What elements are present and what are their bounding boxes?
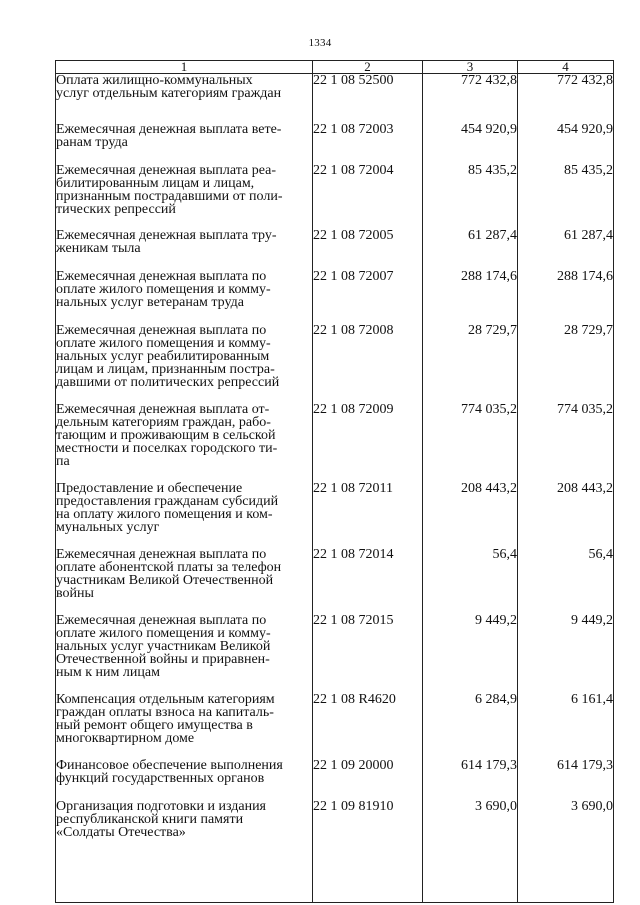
table-row — [56, 270, 614, 324]
row-name-cell — [56, 403, 313, 482]
row-name-line: нальных услуг участникам Великой — [56, 638, 271, 654]
table-row — [56, 548, 614, 614]
table-row — [56, 403, 614, 482]
row-name-line: дельным категориям граждан, рабо- — [56, 414, 271, 430]
row-name-cell — [56, 123, 313, 164]
row-col3-cell: 3 690,0 — [423, 800, 518, 903]
row-name-line: па — [56, 453, 70, 469]
row-col4-cell: 61 287,4 — [518, 229, 614, 270]
row-name-line: ранам труда — [56, 134, 128, 150]
row-name-line: Компенсация отдельным категориям — [56, 691, 275, 707]
row-name-line: Финансовое обеспечение выполнения — [56, 757, 283, 773]
row-name-cell — [56, 74, 313, 123]
row-col4-cell: 208 443,2 — [518, 482, 614, 548]
row-code-cell: 22 1 08 72005 — [313, 229, 423, 270]
row-name-line: оплате абонентской платы за телефон — [56, 559, 282, 575]
row-name-line: участникам Великой Отечественной — [56, 572, 274, 588]
row-name-line: Ежемесячная денежная выплата по — [56, 546, 267, 562]
row-name-line: Оплата жилищно-коммунальных — [56, 73, 253, 88]
row-col3-cell: 9 449,2 — [423, 614, 518, 693]
row-name-cell — [56, 759, 313, 800]
row-code-cell: 22 1 08 72008 — [313, 324, 423, 403]
row-col3-cell: 208 443,2 — [423, 482, 518, 548]
row-name-line: предоставления гражданам субсидий — [56, 493, 279, 509]
header-col-1: 1 — [56, 61, 313, 74]
row-name-line: Ежемесячная денежная выплата реа- — [56, 162, 276, 178]
row-name-cell — [56, 270, 313, 324]
row-name-line: республиканской книги памяти — [56, 811, 244, 827]
table-row — [56, 800, 614, 903]
row-col3-cell: 56,4 — [423, 548, 518, 614]
row-col4-cell: 85 435,2 — [518, 164, 614, 229]
row-name-line: Ежемесячная денежная выплата от- — [56, 401, 270, 417]
row-name-line: женикам тыла — [56, 240, 141, 256]
row-name-line: Ежемесячная денежная выплата по — [56, 612, 267, 628]
row-col4-cell: 28 729,7 — [518, 324, 614, 403]
table-row — [56, 482, 614, 548]
row-name-line: ным к ним лицам — [56, 664, 160, 680]
row-name-line: билитированным лицам и лицам, — [56, 175, 255, 191]
header-col-4: 4 — [518, 61, 614, 74]
row-name-line: граждан оплаты взноса на капиталь- — [56, 704, 274, 720]
row-col4-cell: 614 179,3 — [518, 759, 614, 800]
row-code-cell: 22 1 08 72004 — [313, 164, 423, 229]
row-code-cell: 22 1 08 72007 — [313, 270, 423, 324]
budget-table — [55, 60, 614, 903]
row-col4-cell: 9 449,2 — [518, 614, 614, 693]
row-code-cell: 22 1 08 72011 — [313, 482, 423, 548]
row-name-cell — [56, 693, 313, 759]
row-code-cell: 22 1 08 72003 — [313, 123, 423, 164]
header-col-3: 3 — [423, 61, 518, 74]
row-col3-cell: 85 435,2 — [423, 164, 518, 229]
row-code-cell: 22 1 09 20000 — [313, 759, 423, 800]
table-row — [56, 614, 614, 693]
row-name-line: войны — [56, 585, 94, 601]
row-name-line: мунальных услуг — [56, 519, 160, 535]
row-name-line: Ежемесячная денежная выплата тру- — [56, 227, 277, 243]
table-body — [56, 74, 614, 903]
row-col4-cell: 772 432,8 — [518, 74, 614, 123]
table-row — [56, 759, 614, 800]
row-name-line: оплате жилого помещения и комму- — [56, 335, 271, 351]
row-name-line: Отечественной войны и приравнен- — [56, 651, 270, 667]
row-col3-cell: 454 920,9 — [423, 123, 518, 164]
row-name-line: функций государственных органов — [56, 770, 265, 786]
row-col3-cell: 288 174,6 — [423, 270, 518, 324]
row-name-line: Ежемесячная денежная выплата вете- — [56, 121, 282, 137]
row-col3-cell: 28 729,7 — [423, 324, 518, 403]
header-row — [56, 61, 614, 74]
row-code-cell: 22 1 08 72015 — [313, 614, 423, 693]
row-name-cell — [56, 482, 313, 548]
row-code-cell: 22 1 09 81910 — [313, 800, 423, 903]
row-name-line: на оплату жилого помещения и ком- — [56, 506, 273, 522]
row-name-cell — [56, 164, 313, 229]
row-name-line: местности и поселках городского ти- — [56, 440, 278, 456]
row-name-line: услуг отдельным категориям граждан — [56, 86, 282, 101]
row-name-line: нальных услуг ветеранам труда — [56, 294, 244, 310]
row-name-line: тающим и проживающим в сельской — [56, 427, 276, 443]
row-name-line: давшими от политических репрессий — [56, 374, 280, 390]
row-name-line: «Солдаты Отечества» — [56, 824, 186, 840]
row-name-cell — [56, 614, 313, 693]
table-row — [56, 324, 614, 403]
table-row — [56, 229, 614, 270]
row-code-cell: 22 1 08 R4620 — [313, 693, 423, 759]
row-col4-cell: 3 690,0 — [518, 800, 614, 903]
row-name-line: признанным пострадавшими от поли- — [56, 188, 283, 204]
row-name-line: Ежемесячная денежная выплата по — [56, 268, 267, 284]
row-name-line: оплате жилого помещения и комму- — [56, 625, 271, 641]
row-name-line: многоквартирном доме — [56, 730, 195, 746]
row-col3-cell: 614 179,3 — [423, 759, 518, 800]
row-name-cell — [56, 800, 313, 903]
row-name-line: нальных услуг реабилитированным — [56, 348, 270, 364]
row-col4-cell: 288 174,6 — [518, 270, 614, 324]
table-row — [56, 123, 614, 164]
row-code-cell: 22 1 08 72009 — [313, 403, 423, 482]
row-code-cell: 22 1 08 52500 — [313, 74, 423, 123]
row-name-line: Предоставление и обеспечение — [56, 480, 243, 496]
row-col4-cell: 774 035,2 — [518, 403, 614, 482]
page-number: 1334 — [308, 37, 332, 49]
row-name-line: оплате жилого помещения и комму- — [56, 281, 271, 297]
row-name-cell — [56, 324, 313, 403]
table-row — [56, 74, 614, 123]
row-name-line: Организация подготовки и издания — [56, 798, 266, 814]
row-col3-cell: 774 035,2 — [423, 403, 518, 482]
row-name-line: ный ремонт общего имущества в — [56, 717, 253, 733]
row-col3-cell: 6 284,9 — [423, 693, 518, 759]
row-code-cell: 22 1 08 72014 — [313, 548, 423, 614]
header-col-2: 2 — [313, 61, 423, 74]
row-col3-cell: 772 432,8 — [423, 74, 518, 123]
table-row — [56, 164, 614, 229]
row-name-cell — [56, 229, 313, 270]
row-name-line: Ежемесячная денежная выплата по — [56, 322, 267, 338]
row-col4-cell: 454 920,9 — [518, 123, 614, 164]
table-row — [56, 693, 614, 759]
row-col4-cell: 6 161,4 — [518, 693, 614, 759]
row-name-line: тических репрессий — [56, 201, 176, 217]
row-col4-cell: 56,4 — [518, 548, 614, 614]
row-name-line: лицам и лицам, признанным постра- — [56, 361, 275, 377]
row-name-cell — [56, 548, 313, 614]
row-col3-cell: 61 287,4 — [423, 229, 518, 270]
